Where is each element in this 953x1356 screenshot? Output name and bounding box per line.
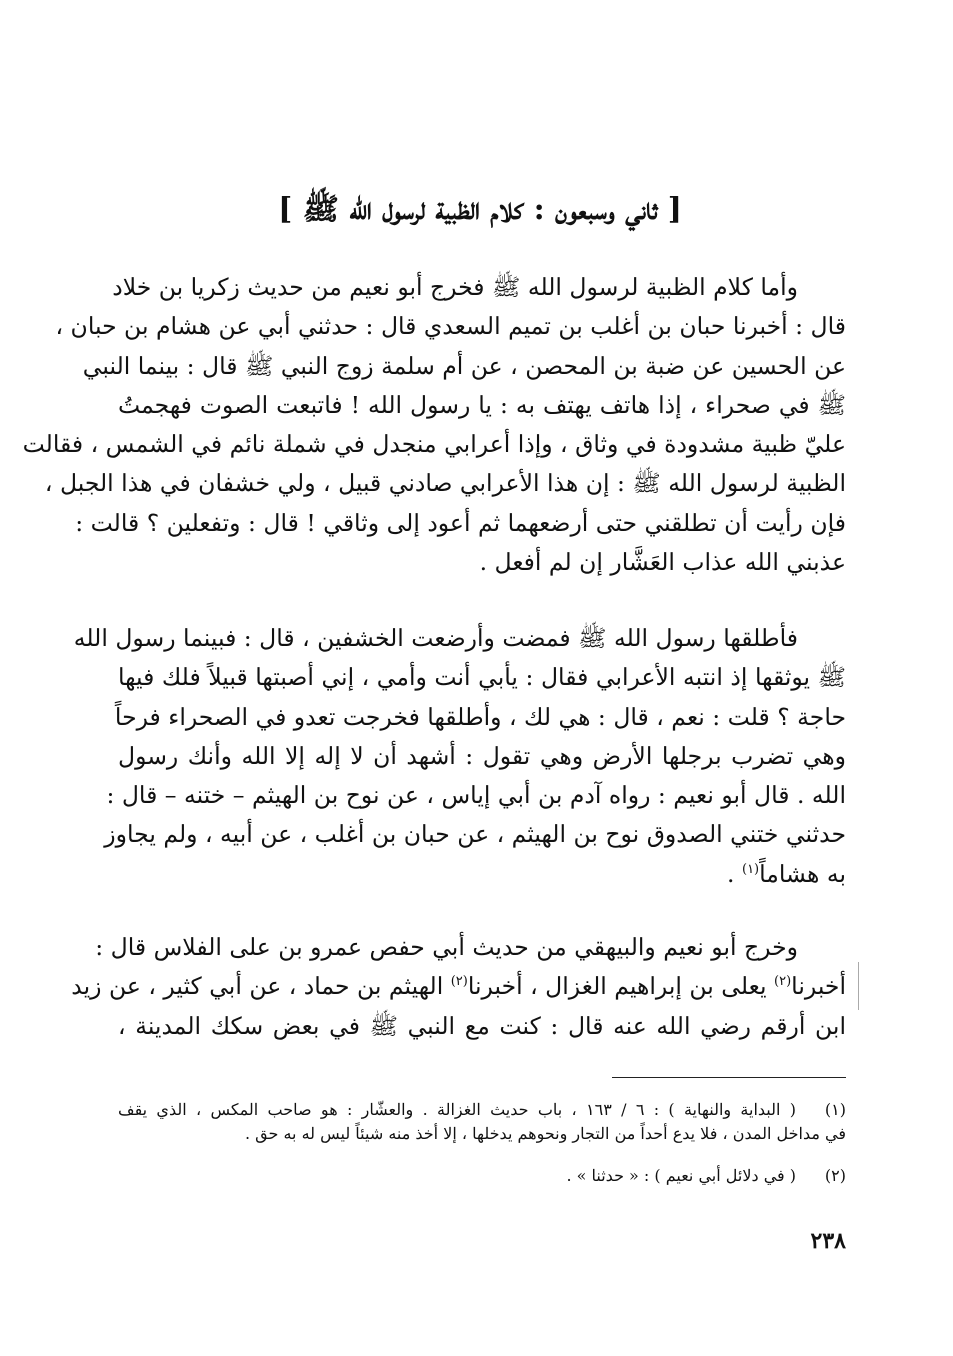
footnote-ref: (١) <box>741 861 760 877</box>
footnote-line <box>118 1098 846 1122</box>
paragraph-line: فإن رأيت أن تطلقني حتى أرضعهما ثم أعود إلى وثاقي ! قال : وتفعلين ؟ قالت : <box>75 508 846 537</box>
paragraph-line: عذبني الله عذاب العَشَّار إن لم أفعل . <box>479 548 846 577</box>
paragraph-line-with-refs <box>71 967 846 1006</box>
paragraph-line: وأما كلام الظبية لرسول الله ﷺ فخرج أبو نعيم من حديث زكريا بن خلاد <box>112 273 798 301</box>
paragraph-line: حدثني ختني الصدوق نوح بن الهيثم ، عن حبان بن أغلب ، عن أبيه ، ولم يجاوز <box>104 820 846 849</box>
paragraph-line: فأطلقها رسول الله ﷺ فمضت وأرضعت الخشفين ، قال : فبينما رسول الله <box>73 624 798 652</box>
paragraph-line: ﷺ يوثقها إذ انتبه الأعرابي فقال : يأبي أنت وأمي ، إني أصبتها قبيلاً فلك فيها <box>118 663 846 692</box>
paragraph-line: وخرج أبو نعيم والبيهقي من حديث أبي حفص عمرو بن على الفلاس قال : <box>95 933 798 961</box>
paragraph-line: حاجة ؟ قلت : نعم ، قال : هي لك ، وأطلقها فخرجت تعدو في الصحراء فرحاً <box>114 702 846 731</box>
footnote-text: ( في دلائل أبي نعيم ) : « حدثنا » . <box>566 1166 796 1185</box>
paragraph-line: قال : أخبرنا حبان بن أغلب بن تميم السعدي قال : حدثني أبي عن هشام بن حبان ، <box>55 312 846 341</box>
paragraph-line: عليّ ظبية مشدودة في وثاق ، وإذا أعرابي منجدل في شملة نائم في الشمس ، فقالت <box>22 430 846 459</box>
footnote-number: (١) <box>824 1100 847 1119</box>
page-number: ٢٣٨ <box>810 1228 846 1254</box>
footnote-ref: (٢) <box>450 974 468 990</box>
paragraph-1 <box>22 268 846 582</box>
paragraph-text: أخبرنا <box>791 972 846 1001</box>
paragraph-punct: . <box>727 859 742 888</box>
paragraph-text: به هشاماً <box>759 859 846 888</box>
paragraph-2 <box>73 619 846 894</box>
margin-mark <box>858 962 859 1010</box>
paragraph-line: الله . قال أبو نعيم : رواه آدم بن أبي إياس ، عن نوح بن الهيثم – ختنه – قال : <box>106 781 846 810</box>
footnote-line: في مداخل المدن ، فلا يدع أحداً من التجار ونحوهم يدخلها ، إلا أخذ منه شيئاً ليس له به حق . <box>244 1124 846 1143</box>
section-title: [ ثاني وسبعون : كلام الظبية لرسول الله ﷺ ] <box>278 192 682 227</box>
paragraph-text: الهيثم بن حماد ، عن أبي كثير ، عن زيد <box>71 972 451 1001</box>
footnote-number: (٢) <box>824 1166 846 1185</box>
paragraph-3 <box>71 928 846 1046</box>
footnote-separator <box>612 1077 846 1078</box>
footnote-text: ( البداية والنهاية ) : ٦ / ١٦٣ ، باب حديث الغزالة . والعشّار : هو صاحب المكس ، الذي يقف <box>118 1100 797 1119</box>
paragraph-line-final <box>118 855 846 894</box>
footnote-line <box>118 1164 846 1188</box>
footnote-ref: (٢) <box>774 974 792 990</box>
paragraph-line: وهي تضرب برجلها الأرض وهي تقول : أشهد أن لا إله إلا الله وأنك رسول <box>118 741 846 770</box>
footnote-1 <box>118 1098 846 1146</box>
paragraph-line: ابن أرقم رضي الله عنه قال : كنت مع النبي ﷺ في بعض سكك المدينة ، <box>118 1011 846 1040</box>
paragraph-line: الظبية لرسول الله ﷺ : إن هذا الأعرابي صادني قبيل ، ولي خشفان في هذا الجبل ، <box>44 469 846 498</box>
footnote-2 <box>118 1164 846 1188</box>
paragraph-line: عن الحسين عن ضبة بن المحصن ، عن أم سلمة زوج النبي ﷺ قال : بينما النبي <box>82 351 846 380</box>
paragraph-text: يعلى بن إبراهيم الغزال ، أخبرنا <box>467 972 775 1001</box>
paragraph-line: ﷺ في صحراء ، إذا هاتف يهتف به : يا رسول الله ! فاتبعت الصوت فهجمتُ <box>118 390 846 419</box>
